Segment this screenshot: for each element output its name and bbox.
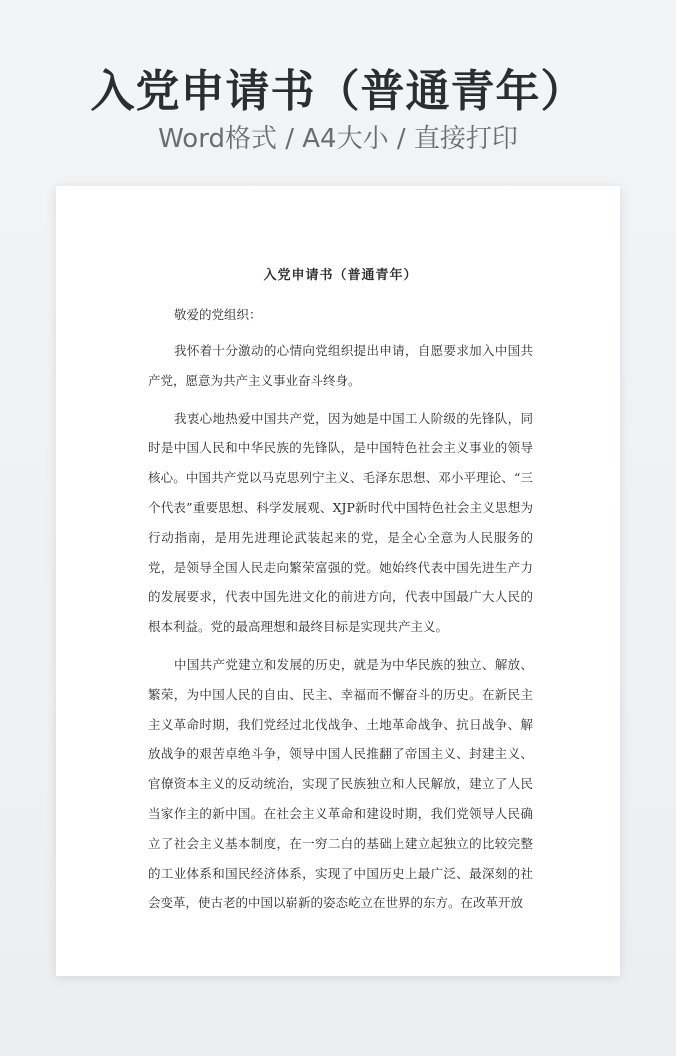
paragraph: 我衷心地热爱中国共产党，因为她是中国工人阶级的先锋队，同时是中国人民和中华民族的先锋队，是中国特色社会主义事业的领导核心。中国共产党以马克思列宁主义、毛泽东思想、邓小平理论、“三个代表”重要思想、科学发展观、XJP新时代中国特色社会主义思想为行动指南，是用先进理论武装起来的党，是全心全意为人民服务的党，是领导全国人民走向繁荣富强的党。她始终代表中国先进生产力的发展要求，代表中国先进文化的前进方向，代表中国最广大人民的根本利益。党的最高理想和最终目标是实现共产主义。: [148, 410, 533, 635]
paragraph: 我怀着十分激动的心情向党组织提出申请，自愿要求加入中国共产党，愿意为共产主义事业奋斗终身。: [148, 343, 533, 388]
paragraph: 中国共产党建立和发展的历史，就是为中华民族的独立、解放、繁荣，为中国人民的自由、民主、幸福而不懈奋斗的历史。在新民主主义革命时期，我们党经过北伐战争、土地革命战争、抗日战争、解放战争的艰苦卓绝斗争，领导中国人民推翻了帝国主义、封建主义、官僚资本主义的反动统治，实现了民族独立和人民解放，建立了人民当家作主的新中国。在社会主义革命和建设时期，我们党领导人民确立了社会主义基本制度，在一穷二白的基础上建立起独立的比较完整的工业体系和国民经济体系，实现了中国历史上最广泛、最深刻的社会变革，使古老的中国以崭新的姿态屹立在世界的东方。在改革开放: [148, 656, 533, 911]
document-body: [148, 264, 533, 926]
banner-subtitle: Word格式 / A4大小 / 直接打印: [158, 124, 518, 154]
document-greeting: 敬爱的党组织：: [174, 307, 262, 322]
document-title: 入党申请书（普通青年）: [263, 268, 418, 283]
banner-title: 入党申请书（普通青年）: [90, 66, 586, 117]
document-page: [56, 186, 620, 976]
banner-header: [0, 62, 676, 156]
